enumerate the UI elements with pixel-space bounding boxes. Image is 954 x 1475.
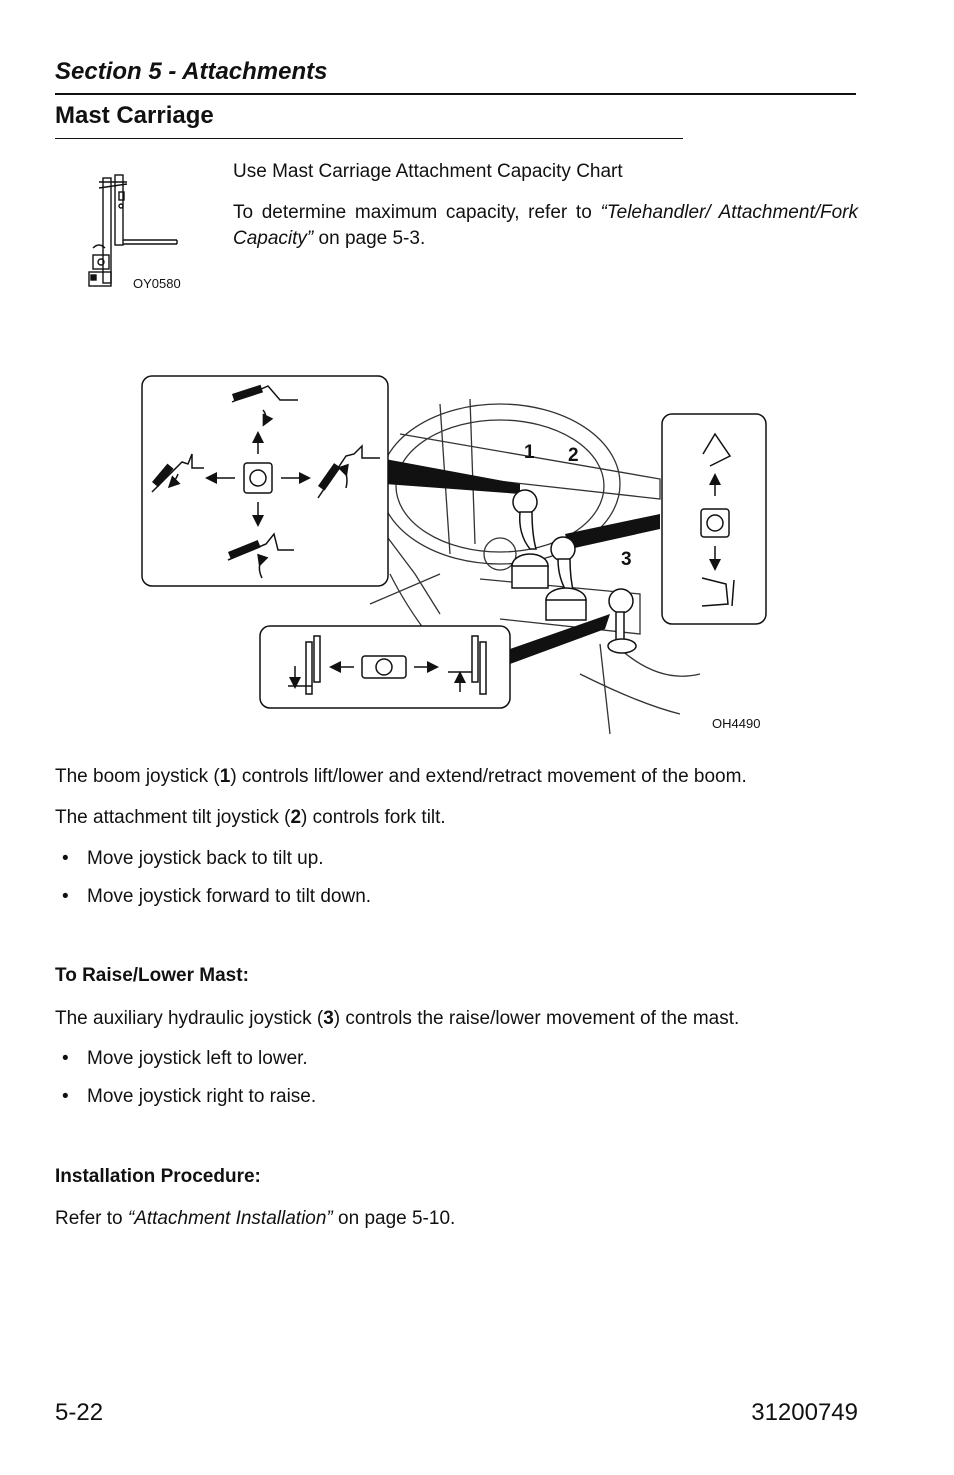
document-number: 31200749 xyxy=(751,1399,858,1426)
header-rule xyxy=(55,93,856,95)
capacity-para-post: on page 5-3. xyxy=(313,228,426,249)
installation-heading: Installation Procedure: xyxy=(55,1166,261,1187)
aux-pre: The auxiliary hydraulic joystick ( xyxy=(55,1008,324,1029)
boom-pre: The boom joystick ( xyxy=(55,766,220,787)
installation-paragraph xyxy=(55,1206,455,1232)
list-item: • Move joystick back to tilt up. xyxy=(87,846,324,872)
aux-post: ) controls the raise/lower movement of the mast. xyxy=(333,1008,740,1029)
capacity-reference-link[interactable]: “Telehandler/ Attachment/Fork Capacity” xyxy=(233,202,858,249)
list-item: • Move joystick right to raise. xyxy=(87,1084,316,1110)
figure-id-oy0580: OY0580 xyxy=(133,276,181,291)
page-number: 5-22 xyxy=(55,1399,104,1426)
tilt-pre: The attachment tilt joystick ( xyxy=(55,807,291,828)
list-item: • Move joystick left to lower. xyxy=(87,1046,308,1072)
tilt-number: 2 xyxy=(290,807,302,828)
installation-reference-link[interactable]: “Attachment Installation” xyxy=(127,1208,333,1229)
page-title: Mast Carriage xyxy=(55,102,214,129)
aux-number: 3 xyxy=(323,1008,334,1029)
tilt-post: ) controls fork tilt. xyxy=(301,807,446,828)
list-item: • Move joystick forward to tilt down. xyxy=(87,884,371,910)
callout-1: 1 xyxy=(524,442,535,463)
aux-joystick-paragraph xyxy=(55,1006,739,1032)
joystick-controls-illustration xyxy=(140,374,770,739)
figure-id-oh4490: OH4490 xyxy=(712,716,761,731)
callout-3: 3 xyxy=(621,549,632,570)
install-post: on page 5-10. xyxy=(332,1208,456,1229)
capacity-paragraph xyxy=(233,200,858,252)
raise-lower-heading: To Raise/Lower Mast: xyxy=(55,965,249,986)
title-rule xyxy=(55,138,683,139)
callout-2: 2 xyxy=(568,445,579,466)
capacity-para-pre: To determine maximum capacity, refer to xyxy=(233,202,601,223)
boom-joystick-paragraph xyxy=(55,764,747,790)
install-pre: Refer to xyxy=(55,1208,128,1229)
section-title: Section 5 - Attachments xyxy=(55,58,328,85)
capacity-chart-note: Use Mast Carriage Attachment Capacity Chart xyxy=(233,161,623,182)
boom-post: ) controls lift/lower and extend/retract movement of the boom. xyxy=(230,766,747,787)
tilt-joystick-paragraph xyxy=(55,805,446,831)
boom-number: 1 xyxy=(219,766,231,787)
